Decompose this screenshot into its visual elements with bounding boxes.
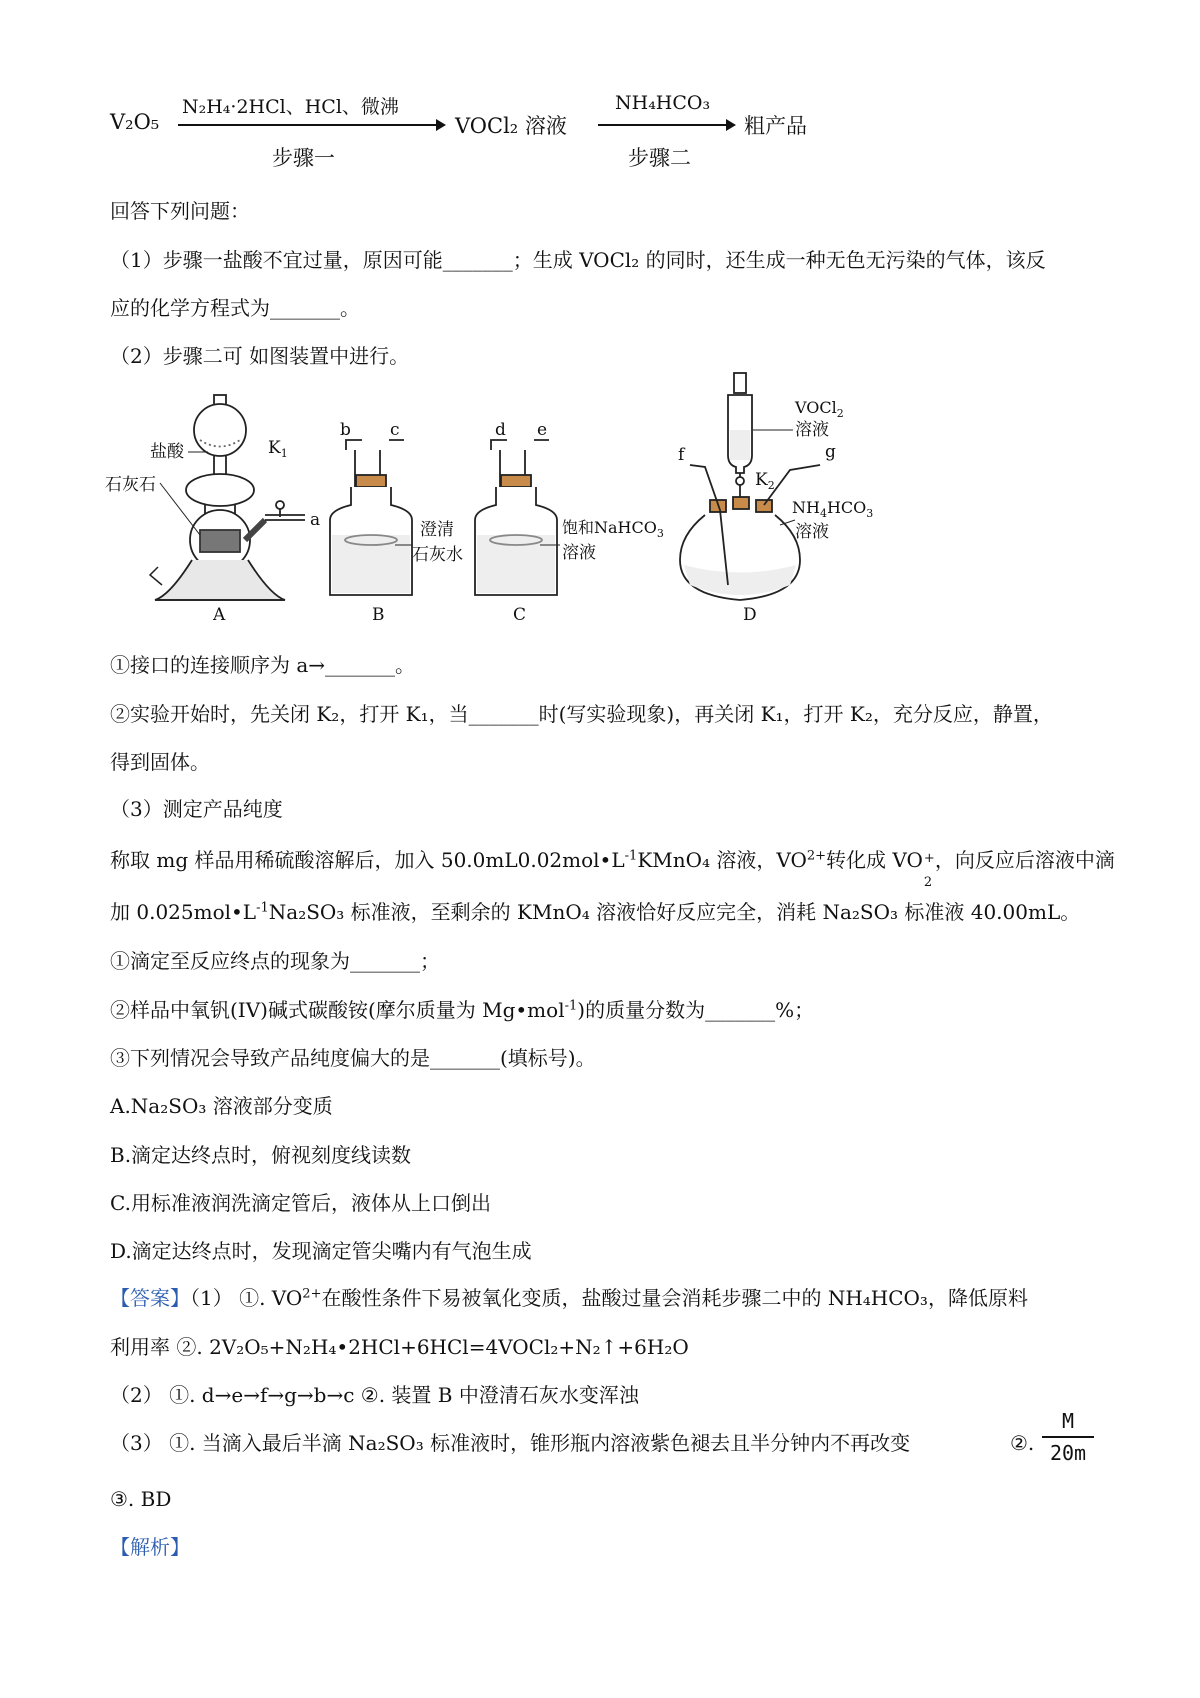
scheme-step1-label: 步骤一: [272, 146, 335, 170]
q2-item-2-b: 得到固体。: [110, 750, 210, 774]
q3-text-a1: 称取 mg 样品用稀硫酸溶解后，加入 50.0mL0.02mol•L: [110, 848, 625, 872]
option-a: A.Na₂SO₃ 溶液部分变质: [110, 1094, 333, 1118]
q3-text-a-sup2: 2+: [806, 848, 827, 864]
apparatus-d-funnel-text1: VOCl$_2$: [795, 398, 844, 420]
q3-text-a2: KMnO₄ 溶液，VO: [637, 848, 807, 872]
option-b: B.滴定达终点时，俯视刻度线读数: [110, 1143, 412, 1167]
apparatus-c: [475, 440, 557, 595]
apparatus-a-k1-label: $K_1$: [268, 438, 288, 460]
option-c: C.用标准液润洗滴定管后，液体从上口倒出: [110, 1191, 491, 1215]
q3-text-b1: 加 0.025mol•L: [110, 900, 257, 924]
q3-item-1: ①滴定至反应终点的现象为_______；: [110, 949, 440, 973]
apparatus-d-k2-label: $K_2$: [755, 470, 775, 492]
apparatus-c-text2: 溶液: [562, 543, 596, 563]
apparatus-c-port-left: d: [495, 420, 506, 440]
scheme-arrow-2: [598, 124, 730, 126]
q3-item-2-sup: -1: [564, 998, 578, 1014]
scheme-product: 粗产品: [744, 114, 807, 138]
q3-item-3: ③下列情况会导致产品纯度偏大的是_______(填标号)。: [110, 1046, 596, 1070]
q2-item-1: ①接口的连接顺序为 a→_______。: [110, 653, 416, 677]
answer-line-1b: 利用率 ②. 2V₂O₅+N₂H₄•2HCl+6HCl=4VOCl₂+N₂↑+6H₂O: [110, 1335, 689, 1359]
apparatus-a-limestone-label: 石灰石: [105, 475, 156, 495]
scheme-step2-reagents: NH₄HCO₃: [615, 92, 711, 114]
apparatus-b-text2: 石灰水: [412, 545, 463, 565]
apparatus-figure: [105, 395, 950, 625]
q3-line: （3）测定产品纯度: [110, 797, 283, 821]
answer-line-1a: [110, 1284, 1028, 1312]
answer-3-item-2: ②.: [1010, 1431, 1035, 1455]
apparatus-d-port-right: g: [825, 442, 836, 462]
q2-item-2-a: ②实验开始时，先关闭 K₂，打开 K₁，当_______时(写实验现象)，再关闭 K₁，打开 K₂，充分反应，静置，: [110, 702, 1053, 726]
answer-fraction: [1042, 1408, 1094, 1466]
answer-tag: 【答案】: [110, 1286, 190, 1310]
apparatus-d-funnel-text2: 溶液: [795, 420, 829, 440]
q1-line-b: 应的化学方程式为_______。: [110, 296, 360, 320]
q3-text-line-a: 称取 mg 样品用稀硫酸溶解后，加入 $50.0mL0.02mol•L^{-1}KMnO_4$ 溶液，$VO^{2+}$转化成 VO + 2 ，向反应后溶液中滴: [110, 848, 1115, 890]
answer-1a-sup: 2+: [302, 1286, 322, 1302]
apparatus-a-acid-label: 盐酸: [150, 442, 184, 462]
q3-item-2-b: )的质量分数为_______%；: [577, 998, 815, 1022]
apparatus-b-label: B: [372, 605, 385, 625]
apparatus-b: [330, 440, 412, 595]
q3-text-line-b: [110, 898, 1080, 926]
q2-line: （2）步骤二可 如图装置中进行。: [110, 344, 410, 368]
apparatus-d-flask-text1: $NH_4HCO_3$: [792, 498, 874, 520]
option-d: D.滴定达终点时，发现滴定管尖嘴内有气泡生成: [110, 1239, 532, 1263]
apparatus-b-port-right: c: [390, 420, 400, 440]
apparatus-a-port-label: a: [310, 510, 321, 530]
apparatus-d-port-left: f: [678, 445, 685, 465]
apparatus-c-label: C: [513, 605, 527, 625]
scheme-start: V₂O₅: [110, 110, 160, 134]
apparatus-a-label: A: [213, 605, 226, 625]
answer-1a-part1: （1） ①. VO: [190, 1286, 303, 1310]
q1-line-a: （1）步骤一盐酸不宜过量，原因可能_______；生成 VOCl₂ 的同时，还生成一种无色无污染的气体，该反: [110, 248, 1046, 272]
apparatus-b-text1: 澄清: [420, 520, 454, 540]
intro-line: 回答下列问题：: [110, 199, 250, 223]
apparatus-d-label: D: [743, 605, 757, 625]
apparatus-c-port-right: e: [537, 420, 548, 440]
q3-text-b2: Na₂SO₃ 标准液，至剩余的 KMnO₄ 溶液恰好反应完全，消耗 Na₂SO₃ 标准液 40.00mL。: [268, 900, 1081, 924]
answer-line-2: （2） ①. d→e→f→g→b→c ②. 装置 B 中澄清石灰水变浑浊: [110, 1383, 639, 1407]
apparatus-b-port-left: b: [340, 420, 351, 440]
q3-text-a4: ，向反应后溶液中滴: [934, 848, 1115, 872]
scheme-intermediate: VOCl₂ 溶液: [455, 114, 567, 138]
q3-item-2-a: ②样品中氧钒(IV)碱式碳酸铵(摩尔质量为 Mg•mol: [110, 998, 565, 1022]
fraction-bar: [1042, 1436, 1094, 1438]
scheme-arrow-1: [178, 124, 440, 126]
apparatus-a: [150, 395, 305, 600]
q3-text-b-sup: -1: [256, 900, 269, 916]
apparatus-c-text1: 饱和NaHCO$_3$: [562, 518, 664, 540]
fraction-denominator: 20m: [1049, 1440, 1087, 1465]
answer-1a-part2: 在酸性条件下易被氧化变质，盐酸过量会消耗步骤二中的 NH₄HCO₃，降低原料: [321, 1286, 1028, 1310]
scheme-arrowhead-2: [726, 119, 736, 131]
scheme-step1-reagents: N₂H₄·2HCl、HCl、微沸: [182, 96, 399, 118]
answer-line-3-3: ③. BD: [110, 1487, 172, 1511]
scheme-step2-label: 步骤二: [628, 146, 691, 170]
apparatus-d-flask-text2: 溶液: [795, 522, 829, 542]
q3-text-a-sup1: -1: [624, 848, 638, 864]
scheme-arrowhead-1: [436, 119, 446, 131]
q3-item-2: [110, 996, 814, 1024]
answer-line-3: （3） ①. 当滴入最后半滴 Na₂SO₃ 标准液时，锥形瓶内溶液紫色褪去且半分钟内不再改变: [110, 1431, 911, 1455]
q3-text-a3: 转化成 VO: [826, 848, 923, 872]
fraction-numerator: M: [1061, 1409, 1075, 1433]
analysis-tag: 【解析】: [110, 1535, 190, 1559]
